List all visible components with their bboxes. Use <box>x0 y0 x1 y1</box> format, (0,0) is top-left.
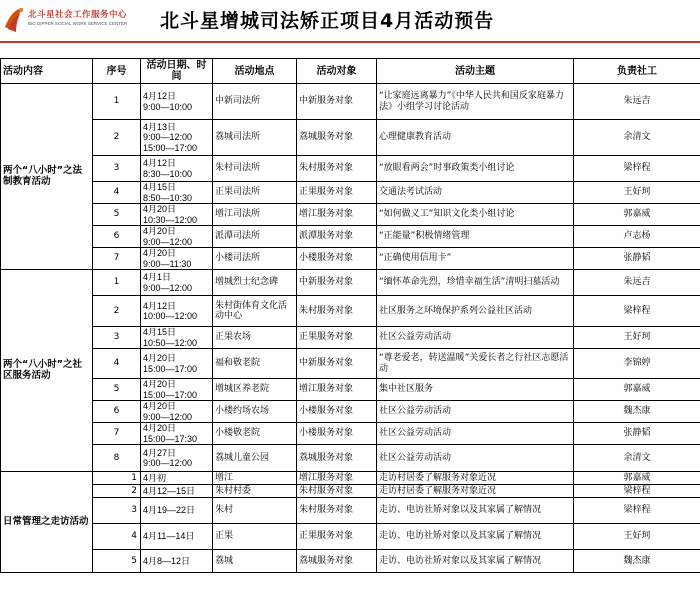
target-cell: 小楼服务对象 <box>297 248 377 270</box>
date-cell: 4月13日 9:00—12:00 15:00—17:00 <box>141 120 213 156</box>
lead-cell: 王好珂 <box>574 327 700 349</box>
header-lead: 负责社工 <box>574 59 700 84</box>
lead-cell: 余清文 <box>574 445 700 472</box>
lead-cell: 卢志杨 <box>574 226 700 248</box>
seq-cell: 6 <box>93 401 141 423</box>
table-row <box>1 485 700 498</box>
place-cell: 增城区养老院 <box>213 379 297 401</box>
place-cell: 小楼司法所 <box>213 248 297 270</box>
topic-cell: 社区公益劳动活动 <box>377 423 574 445</box>
place-cell: 朱村村委 <box>213 485 297 498</box>
lead-cell: 郭嘉威 <box>574 472 700 485</box>
seq-cell: 2 <box>93 296 141 327</box>
table-row <box>1 550 700 573</box>
place-cell: 荔城儿童公园 <box>213 445 297 472</box>
target-cell: 增江服务对象 <box>297 204 377 226</box>
place-cell: 增江 <box>213 472 297 485</box>
target-cell: 朱村服务对象 <box>297 296 377 327</box>
target-cell: 朱村服务对象 <box>297 156 377 182</box>
seq-cell: 1 <box>93 84 141 120</box>
topic-cell: “让家庭远离暴力”《中华人民共和国反家庭暴力法》小组学习讨论活动 <box>377 84 574 120</box>
table-row <box>1 472 700 485</box>
topic-cell: “放眼看两会”时事政策类小组讨论 <box>377 156 574 182</box>
table-row <box>1 498 700 524</box>
date-cell: 4月19—22日 <box>141 498 213 524</box>
topic-cell: 走访、电访社矫对象以及其家属了解情况 <box>377 498 574 524</box>
seq-cell: 3 <box>93 156 141 182</box>
header-seq: 序号 <box>93 59 141 84</box>
org-logo <box>2 5 172 41</box>
activity-type-cell: 两个“八小时”之法制教育活动 <box>1 84 93 270</box>
table-row <box>1 204 700 226</box>
topic-cell: 社区公益劳动活动 <box>377 445 574 472</box>
topic-cell: 走访村居委了解服务对象近况 <box>377 472 574 485</box>
table-row <box>1 327 700 349</box>
place-cell: 增江司法所 <box>213 204 297 226</box>
topic-cell: 走访、电访社矫对象以及其家属了解情况 <box>377 550 574 573</box>
page-header <box>0 0 700 46</box>
activity-schedule-table <box>0 58 700 573</box>
place-cell: 朱村司法所 <box>213 156 297 182</box>
table-row <box>1 248 700 270</box>
date-cell: 4月8—12日 <box>141 550 213 573</box>
date-cell: 4月20日 15:00—17:30 <box>141 423 213 445</box>
topic-cell: “尊老爱老，转送温暖”关爱长者之行社区志愿活动 <box>377 349 574 379</box>
date-cell: 4月20日 9:00—11:30 <box>141 248 213 270</box>
table-row <box>1 524 700 550</box>
topic-cell: 社区公益劳动活动 <box>377 327 574 349</box>
target-cell: 增江服务对象 <box>297 379 377 401</box>
date-cell: 4月15日 10:50—12:00 <box>141 327 213 349</box>
table-row <box>1 401 700 423</box>
place-cell: 中新司法所 <box>213 84 297 120</box>
target-cell: 小楼服务对象 <box>297 401 377 423</box>
target-cell: 正果服务对象 <box>297 182 377 204</box>
seq-cell: 3 <box>93 498 141 524</box>
lead-cell: 余清文 <box>574 120 700 156</box>
place-cell: 正果农场 <box>213 327 297 349</box>
seq-cell: 4 <box>93 182 141 204</box>
org-english-name: BIG DIPPER SOCIAL WORK SERVICE CENTER <box>28 21 128 26</box>
topic-cell: “正能量”积极情绪管理 <box>377 226 574 248</box>
seq-cell: 2 <box>93 485 141 498</box>
table-row <box>1 182 700 204</box>
date-cell: 4月1日 9:00—12:00 <box>141 270 213 296</box>
table-row <box>1 349 700 379</box>
place-cell: 朱村街体育文化活动中心 <box>213 296 297 327</box>
target-cell: 荔城服务对象 <box>297 120 377 156</box>
target-cell: 派潭服务对象 <box>297 226 377 248</box>
topic-cell: 集中社区服务 <box>377 379 574 401</box>
target-cell: 荔城服务对象 <box>297 550 377 573</box>
date-cell: 4月20日 9:00—12:00 <box>141 226 213 248</box>
lead-cell: 魏杰康 <box>574 401 700 423</box>
topic-cell: 社区公益劳动活动 <box>377 401 574 423</box>
date-cell: 4月11—14日 <box>141 524 213 550</box>
seq-cell: 2 <box>93 120 141 156</box>
date-cell: 4月12日 10:00—12:00 <box>141 296 213 327</box>
topic-cell: “正确使用信用卡” <box>377 248 574 270</box>
big-dipper-logo-icon <box>2 5 26 35</box>
table-row <box>1 379 700 401</box>
lead-cell: 朱远吉 <box>574 270 700 296</box>
table-row <box>1 270 700 296</box>
table-row <box>1 84 700 120</box>
lead-cell: 魏杰康 <box>574 550 700 573</box>
lead-cell: 李锦婷 <box>574 349 700 379</box>
topic-cell: “缅怀革命先烈，珍惜幸福生活”清明扫墓活动 <box>377 270 574 296</box>
date-cell: 4月15日 8:50—10:30 <box>141 182 213 204</box>
header-place: 活动地点 <box>213 59 297 84</box>
seq-cell: 1 <box>93 472 141 485</box>
date-cell: 4月20日 10:30—12:00 <box>141 204 213 226</box>
lead-cell: 梁梓程 <box>574 498 700 524</box>
topic-cell: “如何做义工”知识文化类小组讨论 <box>377 204 574 226</box>
target-cell: 小楼服务对象 <box>297 423 377 445</box>
topic-cell: 走访村居委了解服务对象近况 <box>377 485 574 498</box>
place-cell: 福和敬老院 <box>213 349 297 379</box>
page-title: 北斗星增城司法矫正项目4月活动预告 <box>160 10 495 32</box>
target-cell: 朱村服务对象 <box>297 498 377 524</box>
lead-cell: 郭嘉威 <box>574 204 700 226</box>
place-cell: 派潭司法所 <box>213 226 297 248</box>
table-row <box>1 156 700 182</box>
place-cell: 正果司法所 <box>213 182 297 204</box>
place-cell: 正果 <box>213 524 297 550</box>
table-row <box>1 226 700 248</box>
place-cell: 增城烈士纪念碑 <box>213 270 297 296</box>
lead-cell: 朱远吉 <box>574 84 700 120</box>
header-divider <box>0 41 700 43</box>
place-cell: 朱村 <box>213 498 297 524</box>
date-cell: 4月27日 9:00—12:00 <box>141 445 213 472</box>
lead-cell: 张静韬 <box>574 423 700 445</box>
seq-cell: 1 <box>93 270 141 296</box>
topic-cell: 走访、电访社矫对象以及其家属了解情况 <box>377 524 574 550</box>
target-cell: 中新服务对象 <box>297 84 377 120</box>
date-cell: 4月12—15日 <box>141 485 213 498</box>
lead-cell: 王好珂 <box>574 524 700 550</box>
target-cell: 朱村服务对象 <box>297 485 377 498</box>
target-cell: 增江服务对象 <box>297 472 377 485</box>
date-cell: 4月12日 8:30—10:00 <box>141 156 213 182</box>
date-cell: 4月20日 15:00—17:00 <box>141 379 213 401</box>
seq-cell: 4 <box>93 524 141 550</box>
date-cell: 4月20日 15:00—17:00 <box>141 349 213 379</box>
table-row <box>1 445 700 472</box>
topic-cell: 心理健康教育活动 <box>377 120 574 156</box>
lead-cell: 张静韬 <box>574 248 700 270</box>
header-topic: 活动主题 <box>377 59 574 84</box>
date-cell: 4月20日 9:00—12:00 <box>141 401 213 423</box>
place-cell: 小楼敬老院 <box>213 423 297 445</box>
seq-cell: 7 <box>93 423 141 445</box>
place-cell: 小楼约场农场 <box>213 401 297 423</box>
target-cell: 正果服务对象 <box>297 327 377 349</box>
place-cell: 荔城司法所 <box>213 120 297 156</box>
activity-type-cell: 日常管理之走访活动 <box>1 472 93 573</box>
place-cell: 荔城 <box>213 550 297 573</box>
table-row <box>1 423 700 445</box>
lead-cell: 梁梓程 <box>574 156 700 182</box>
lead-cell: 王好珂 <box>574 182 700 204</box>
header-target: 活动对象 <box>297 59 377 84</box>
seq-cell: 5 <box>93 550 141 573</box>
lead-cell: 梁梓程 <box>574 485 700 498</box>
target-cell: 正果服务对象 <box>297 524 377 550</box>
target-cell: 中新服务对象 <box>297 270 377 296</box>
seq-cell: 5 <box>93 204 141 226</box>
seq-cell: 5 <box>93 379 141 401</box>
table-header-row <box>1 59 700 84</box>
activity-type-cell: 两个“八小时”之社区服务活动 <box>1 270 93 472</box>
target-cell: 荔城服务对象 <box>297 445 377 472</box>
seq-cell: 3 <box>93 327 141 349</box>
header-type: 活动内容 <box>1 59 93 84</box>
org-name: 北斗星社会工作服务中心 <box>28 10 128 20</box>
lead-cell: 梁梓程 <box>574 296 700 327</box>
header-date: 活动日期、时间 <box>141 59 213 84</box>
seq-cell: 4 <box>93 349 141 379</box>
topic-cell: 社区服务之环境保护系列公益社区活动 <box>377 296 574 327</box>
target-cell: 中新服务对象 <box>297 349 377 379</box>
date-cell: 4月初 <box>141 472 213 485</box>
date-cell: 4月12日 9:00—10:00 <box>141 84 213 120</box>
seq-cell: 6 <box>93 226 141 248</box>
topic-cell: 交通法考试活动 <box>377 182 574 204</box>
lead-cell: 郭嘉威 <box>574 379 700 401</box>
table-body <box>1 84 700 573</box>
seq-cell: 8 <box>93 445 141 472</box>
table-row <box>1 296 700 327</box>
seq-cell: 7 <box>93 248 141 270</box>
table-row <box>1 120 700 156</box>
